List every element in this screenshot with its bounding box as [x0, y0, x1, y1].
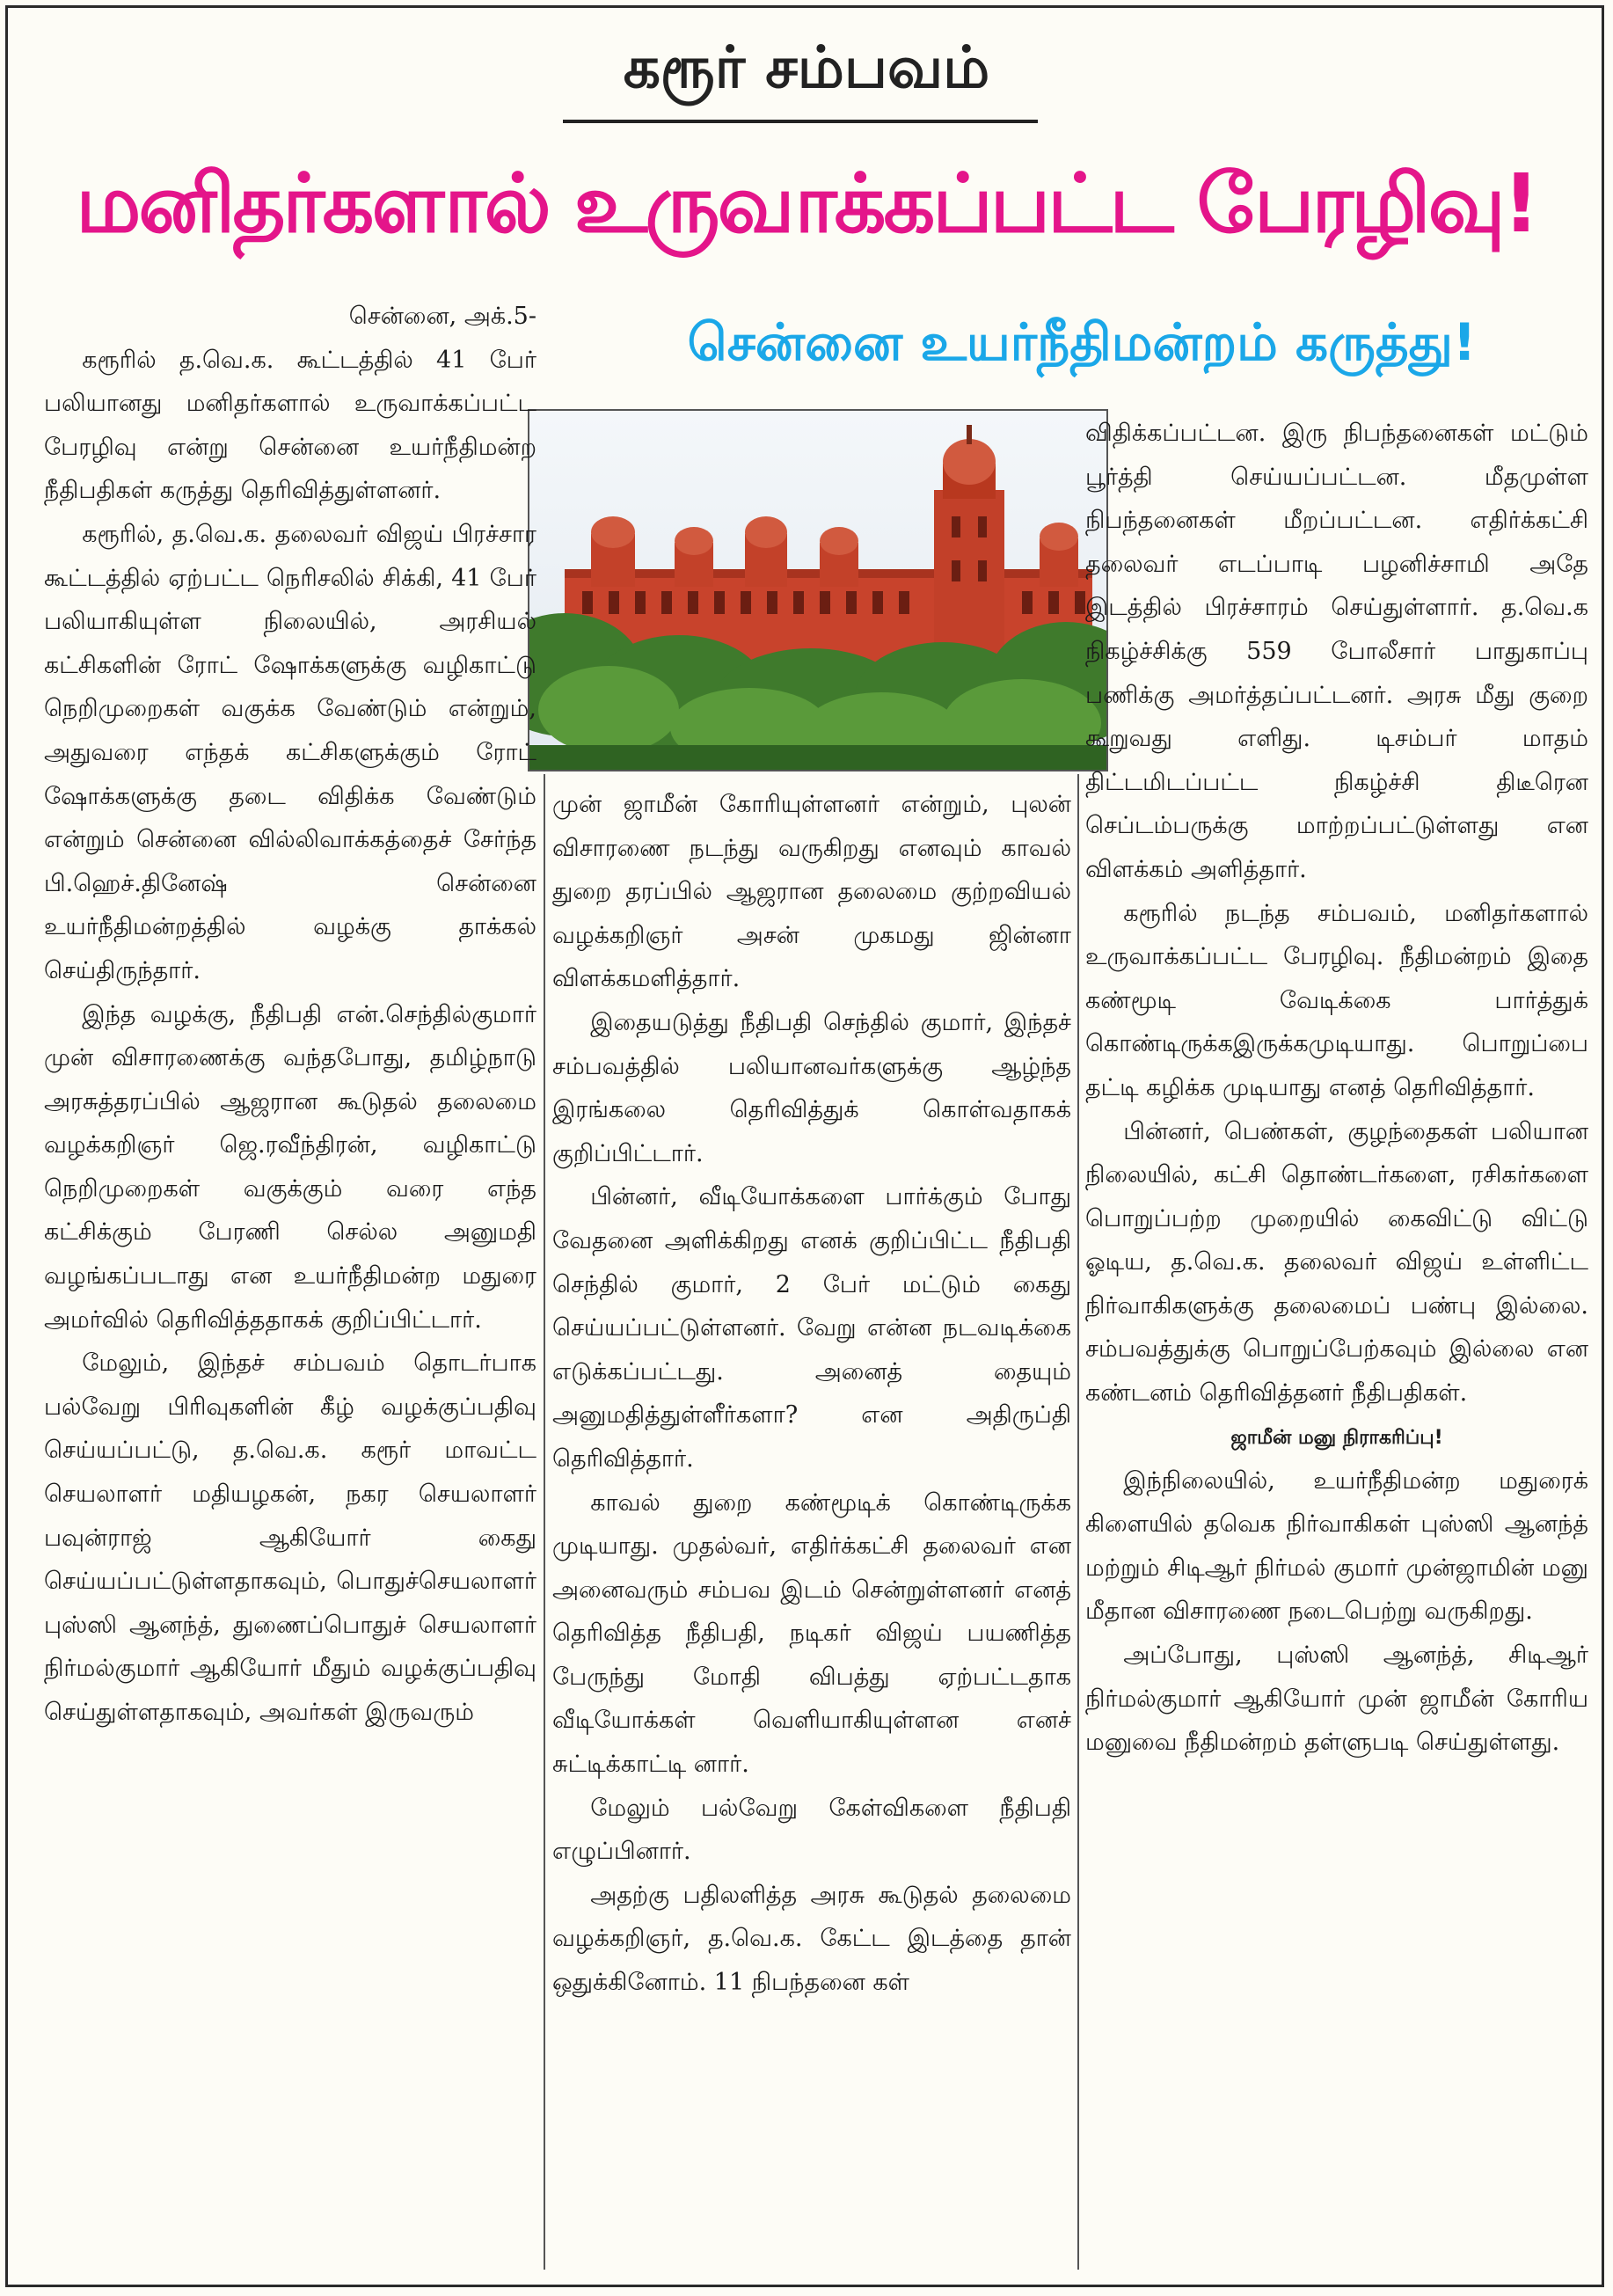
- paragraph: பின்னர், வீடியோக்களை பார்க்கும் போது வேதனை அளிக்கிறது எனக் குறிப்பிட்ட நீதிபதி செந்தில் குமார், 2 பேர் மட்டும் கைது செய்யப்பட்டுள்ளனர். வேறு என்ன நடவடிக்கை எடுக்கப்பட்டது. அனைத் தையும் அனுமதித்துள்ளீர்களா? என அதிருப்தி தெரிவித்தார்.: [552, 1183, 1071, 1473]
- paragraph: காவல் துறை கண்மூடிக் கொண்டிருக்க முடியாது. முதல்வர், எதிர்க்கட்சி தலைவர் என அனைவரும் சம்பவ இடம் சென்றுள்ளனர் எனத் தெரிவித்த நீதிபதி, நடிகர் விஜய் பயணித்த பேருந்து மோதி விபத்து ஏற்பட்டதாக வீடியோக்கள் வெளியாகியுள்ளன எனச் சுட்டிக்காட்டி னார்.: [552, 1488, 1071, 1779]
- paragraph: இதையடுத்து நீதிபதி செந்தில் குமார், இந்தச் சம்பவத்தில் பலியானவர்களுக்கு ஆழ்ந்த இரங்கலை தெரிவித்துக் கொள்வதாகக் குறிப்பிட்டார்.: [552, 1008, 1071, 1167]
- paragraph: மேலும் பல்வேறு கேள்விகளை நீதிபதி எழுப்பினார்.: [552, 1794, 1071, 1866]
- paragraph: அதற்கு பதிலளித்த அரசு கூடுதல் தலைமை வழக்கறிஞர், த.வெ.க. கேட்ட இடத்தை தான் ஒதுக்கினோம். 11 நிபந்தனை கள்: [552, 1881, 1071, 1997]
- dateline: சென்னை, அக்.5-: [348, 303, 536, 330]
- column-divider: [544, 774, 545, 2270]
- paragraph: மேலும், இந்தச் சம்பவம் தொடர்பாக பல்வேறு பிரிவுகளின் கீழ் வழக்குப்பதிவு செய்யப்பட்டு, த.வெ.க. கரூர் மாவட்ட செயலாளர் மதியழகன், நகர செயலாளர் பவுன்ராஜ் ஆகியோர் கைது செய்யப்பட்டுள்ளதாகவும், பொதுச்செயலாளர் புஸ்ஸி ஆனந்த், துணைப்பொதுச் செயலாளர் நிர்மல்குமார் ஆகியோர் மீதும் வழக்குப்பதிவு செய்துள்ளதாகவும், அவர்கள் இருவரும்: [44, 1349, 536, 1726]
- section-subheading: ஜாமீன் மனு நிராகரிப்பு!: [1230, 1426, 1443, 1449]
- kicker-title: கரூர் சம்பவம்: [623, 33, 990, 101]
- paragraph: கரூரில் நடந்த சம்பவம், மனிதர்களால் உருவாக்கப்பட்ட பேரழிவு. நீதிமன்றம் இதை கண்மூடி வேடிக்கை பார்த்துக் கொண்டிருக்கஇருக்கமுடியாது. பொறுப்பை தட்டி கழிக்க முடியாது எனத் தெரிவித்தார்.: [1085, 899, 1588, 1101]
- column-divider: [1077, 774, 1079, 2270]
- kicker-underline: [563, 120, 1038, 123]
- article-column-2: [552, 783, 1071, 2270]
- paragraph: முன் ஜாமீன் கோரியுள்ளனர் என்றும், புலன் விசாரணை நடந்து வருகிறது எனவும் காவல் துறை தரப்பில் ஆஜரான தலைமை குற்றவியல் வழக்கறிஞர் அசன் முகமது ஜின்னா விளக்கமளித்தார்.: [552, 791, 1071, 993]
- paragraph: இந்நிலையில், உயர்நீதிமன்ற மதுரைக் கிளையில் தவெக நிர்வாகிகள் புஸ்ஸி ஆனந்த் மற்றும் சிடிஆர் நிர்மல் குமார் முன்ஜாமின் மனு மீதான விசாரணை நடைபெற்று வருகிறது.: [1085, 1466, 1588, 1626]
- article-column-3: [1085, 412, 1588, 2270]
- paragraph: கரூரில், த.வெ.க. தலைவர் விஜய் பிரச்சார கூட்டத்தில் ஏற்பட்ட நெரிசலில் சிக்கி, 41 பேர் பலியாகியுள்ள நிலையில், அரசியல் கட்சிகளின் ரோட் ஷோக்களுக்கு வழிகாட்டு நெறிமுறைகள் வகுக்க வேண்டும் என்றும், அதுவரை எந்தக் கட்சிகளுக்கும் ரோட் ஷோக்களுக்கு தடை விதிக்க வேண்டும் என்றும் சென்னை வில்லிவாக்கத்தைச் சேர்ந்த பி.ஹெச்.தினேஷ் சென்னை உயர்நீதிமன்றத்தில் வழக்கு தாக்கல் செய்திருந்தார்.: [44, 520, 536, 984]
- paragraph: கரூரில் த.வெ.க. கூட்டத்தில் 41 பேர் பலியானது மனிதர்களால் உருவாக்கப்பட்ட பேரழிவு என்று சென்னை உயர்நீதிமன்ற நீதிபதிகள் கருத்து தெரிவித்துள்ளனர்.: [44, 346, 536, 505]
- paragraph: பின்னர், பெண்கள், குழந்தைகள் பலியான நிலையில், கட்சி தொண்டர்களை, ரசிகர்களை பொறுப்பற்ற முறையில் கைவிட்டு விட்டு ஓடிய, த.வெ.க. தலைவர் விஜய் உள்ளிட்ட நிர்வாகிகளுக்கு தலைமைப் பண்பு இல்லை. சம்பவத்துக்கு பொறுப்பேற்கவும் இல்லை என கண்டனம் தெரிவித்தனர் நீதிபதிகள்.: [1085, 1117, 1588, 1408]
- paragraph: இந்த வழக்கு, நீதிபதி என்.செந்தில்குமார் முன் விசாரணைக்கு வந்தபோது, தமிழ்நாடு அரசுத்தரப்பில் ஆஜரான கூடுதல் தலைமை வழக்கறிஞர் ஜெ.ரவீந்திரன், வழிகாட்டு நெறிமுறைகள் வகுக்கும் வரை எந்த கட்சிக்கும் பேரணி செல்ல அனுமதி வழங்கப்படாது என உயர்நீதிமன்ற மதுரை அமர்வில் தெரிவித்ததாகக் குறிப்பிட்டார்.: [44, 1000, 536, 1334]
- paragraph: அப்போது, புஸ்ஸி ஆனந்த், சிடிஆர் நிர்மல்குமார் ஆகியோர் முன் ஜாமீன் கோரிய மனுவை நீதிமன்றம் தள்ளுபடி செய்துள்ளது.: [1085, 1642, 1588, 1757]
- headline: மனிதர்களால் உருவாக்கப்பட்ட பேரழிவு!: [76, 157, 1537, 251]
- high-court-illustration: [529, 411, 1106, 770]
- court-building-photo: [528, 409, 1108, 771]
- subheadline: சென்னை உயர்நீதிமன்றம் கருத்து!: [687, 312, 1477, 372]
- paragraph: விதிக்கப்பட்டன. இரு நிபந்தனைகள் மட்டும் பூர்த்தி செய்யப்பட்டன. மீதமுள்ள நிபந்தனைகள் மீறப்பட்டன. எதிர்க்கட்சி தலைவர் எடப்பாடி பழனிச்சாமி அதே இடத்தில் பிரச்சாரம் செய்துள்ளார். த.வெ.க நிகழ்ச்சிக்கு 559 போலீசார் பாதுகாப்பு பணிக்கு அமர்த்தப்பட்டனர். அரசு மீது குறை கூறுவது எளிது. டிசம்பர் மாதம் திட்டமிடப்பட்ட நிகழ்ச்சி திடீரென செப்டம்பருக்கு மாற்றப்பட்டுள்ளது என விளக்கம் அளித்தார்.: [1085, 420, 1588, 883]
- article-column-1: [44, 295, 536, 2270]
